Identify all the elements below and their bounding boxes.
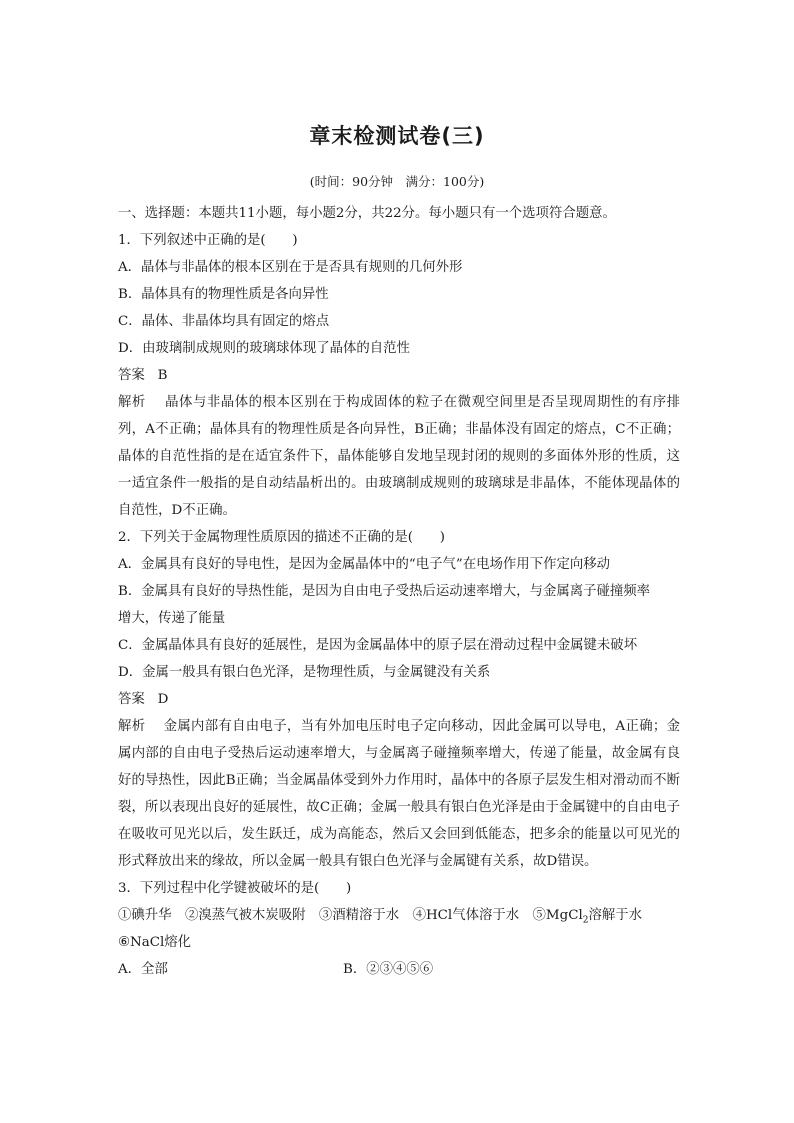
q1-answer-value: B (157, 368, 168, 383)
q2-analysis-text: 金属内部有自由电子，当有外加电压时电子定向移动，因此金属可以导电，A正确；金属内部的自由电子受热后运动速率增大，与金属离子碰撞频率增大，传递了能量，故金属有良好的导热性，因此B正确；当金属晶体受到外力作用时，晶体中的各原子层发生相对滑动而不断裂，所以表现出良好的延展性，故C正确；金属一般具有银白色光泽是由于金属键中的自由电子在吸收可见光以后，发生跃迁，成为高能态，然后又会回到低能态，把多余的能量以可见光的形式释放出来的缘故，所以金属一般具有银白色光泽与金属键有关系，故D错误。 (118, 719, 681, 869)
analysis-label: 解析 (118, 719, 146, 734)
q2-option-a: A．金属具有良好的导电性，是因为金属晶体中的“电子气”在电场作用下作定向移动 (118, 557, 611, 572)
q1-stem: 1．下列叙述中正确的是( ) (118, 233, 298, 248)
q2-analysis (118, 713, 680, 875)
q1-analysis-text: 晶体与非晶体的根本区别在于构成固体的粒子在微观空间里是否呈现周期性的有序排列，A不正确；晶体具有的物理性质是各向异性，B正确；非晶体没有固定的熔点，C不正确；晶体的自范性指的是在适宜条件下，晶体能够自发地呈现封闭的规则的多面体外形的性质，这一适宜条件一般指的是自动结晶析出的。由玻璃制成规则的玻璃球是非晶体，不能体现晶体的自范性，D不正确。 (118, 395, 681, 518)
q2-answer (118, 686, 680, 713)
q3-option-b: B．②③④⑤⑥ (343, 962, 434, 977)
q3-option-a: A．全部 (118, 962, 168, 977)
q3-stem: 3．下列过程中化学键被破坏的是( ) (118, 881, 352, 896)
q3-items-line2: ⑥NaCl熔化 (118, 935, 192, 950)
q1-option-a: A．晶体与非晶体的根本区别在于是否具有规则的几何外形 (118, 260, 463, 275)
exam-content (118, 200, 680, 983)
q1-option-d: D．由玻璃制成规则的玻璃球体现了晶体的自范性 (118, 341, 410, 356)
q2-option-d: D．金属一般具有银白色光泽，是物理性质，与金属键没有关系 (118, 665, 491, 680)
q3-items-line1: ①碘升华 ②溴蒸气被木炭吸附 ③酒精溶于水 ④HCl气体溶于水 ⑤MgCl$_2$溶解于水 (118, 908, 643, 926)
q2-answer-value: D (157, 692, 169, 707)
q2-stem: 2．下列关于金属物理性质原因的描述不正确的是( ) (118, 530, 445, 545)
q2-option-b: B．金属具有良好的导热性能，是因为自由电子受热后运动速率增大，与金属离子碰撞频率 (118, 584, 651, 599)
q1-answer (118, 362, 680, 389)
answer-label: 答案 (118, 692, 145, 707)
q3-options-row (118, 956, 680, 983)
page-title: 章末检测试卷(三) (309, 124, 485, 148)
q1-option-c: C．晶体、非晶体均具有固定的熔点 (118, 314, 330, 329)
analysis-label: 解析 (118, 395, 146, 410)
section-heading: 一、选择题：本题共11小题，每小题2分，共22分。每小题只有一个选项符合题意。 (118, 206, 616, 221)
q2-option-b-cont: 增大，传递了能量 (118, 611, 226, 626)
q1-option-b: B．晶体具有的物理性质是各向异性 (118, 287, 329, 302)
q2-option-c: C．金属晶体具有良好的延展性，是因为金属晶体中的原子层在滑动过程中金属键未破坏 (118, 638, 638, 653)
q1-analysis (118, 389, 680, 524)
exam-info: (时间：90分钟 满分：100分) (309, 174, 485, 189)
answer-label: 答案 (118, 368, 145, 383)
